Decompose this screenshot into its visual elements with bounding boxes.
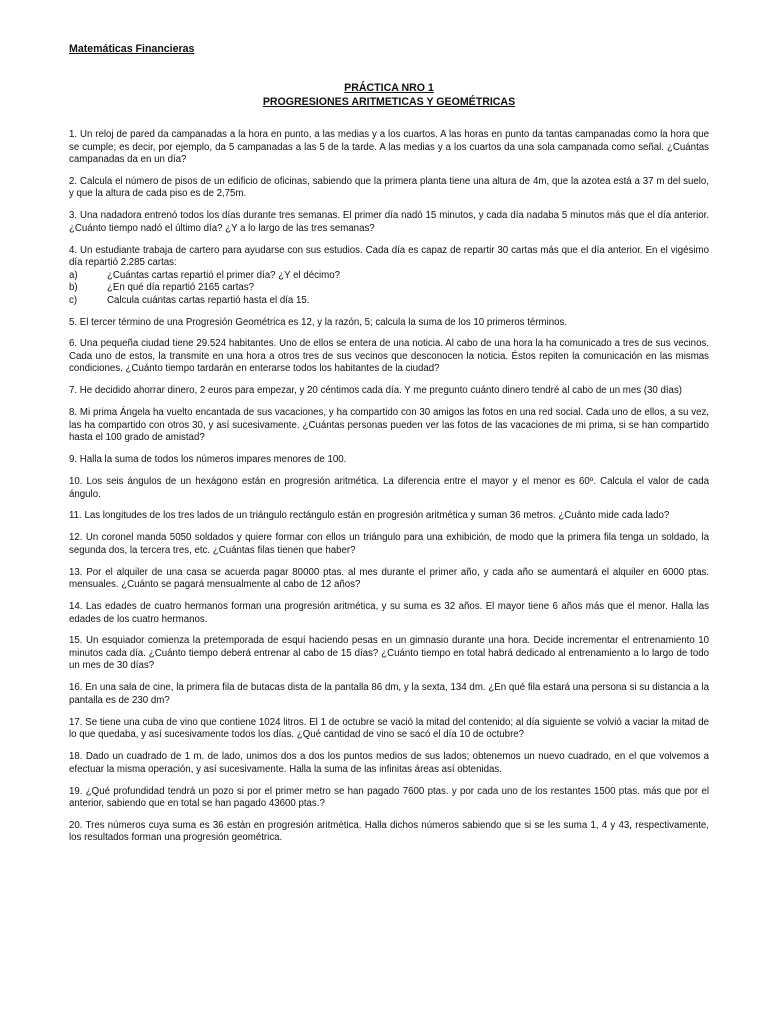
problem-6: 6. Una pequeña ciudad tiene 29.524 habitantes. Uno de ellos se entera de una noticia. Al cabo de una hora la ha comunicado a tres de sus vecinos. Cada uno de estos, la transmite en una hora a otros tres de sus vecinos que desconocen la noticia. Éstos repiten la comunicación en las mismas condiciones. ¿Cuánto tiempo tardarán en enterarse todos los habitantes de la ciudad? [69,338,709,375]
problem-13: 13. Por el alquiler de una casa se acuerda pagar 80000 ptas. al mes durante el primer año, y cada año se aumentará el alquiler en 6000 ptas. mensuales. ¿Cuánto se pagará mensualmente al cabo de 12 años? [69,566,709,591]
subitem-text: ¿En qué día repartió 2165 cartas? [107,282,255,294]
problem-12: 12. Un coronel manda 5050 soldados y quiere formar con ellos un triángulo para una exhibición, de modo que la primera fila tenga un soldado, la segunda dos, la tercera tres, etc. ¿Cuántas filas tienen que haber? [69,532,709,556]
problem-1: 1. Un reloj de pared da campanadas a la hora en punto, a las medias y a los cuartos. A las horas en punto da tantas campanadas como la hora que se cumple; es decir, por ejemplo, da 5 campanadas a las 5 de la tarde. A las medias y a los cuartos da una sola campanada como señal. ¿Cuántas campanadas da en un día? [69,129,709,165]
problem-8: 8. Mi prima Ángela ha vuelto encantada de sus vacaciones, y ha compartido con 30 amigos las fotos en una red social. Cada uno de ellos, a su vez, las ha compartido con otros 30, y así sucesivamente. ¿Cuántas personas pueden ver las fotos de las vacaciones de mi prima, si se han compartido hasta el 100 grado de amistad? [69,407,709,444]
subitem-text: ¿Cuántas cartas repartió el primer día? ¿Y el décimo? [107,269,340,281]
subitem-letter: a) [69,269,78,281]
title-line-2: PROGRESIONES ARITMETICAS Y GEOMÉTRICAS [262,95,516,108]
problem-4-subitem-c [69,295,709,308]
problem-7: 7. He decidido ahorrar dinero, 2 euros para empezar, y 20 céntimos cada día. Y me pregunto cuánto dinero tendré al cabo de un mes (30 días) [69,385,683,397]
problem-5: 5. El tercer término de una Progresión Geométrica es 12, y la razón, 5; calcula la suma de los 10 primeros términos. [69,316,568,328]
problem-4-statement: 4. Un estudiante trabaja de cartero para ayudarse con sus estudios. Cada día es capaz de repartir 30 cartas más que el día anterior. En el vigésimo día repartió 2.285 cartas: [69,244,709,269]
problem-9: 9. Halla la suma de todos los números impares menores de 100. [69,454,347,466]
problem-18: 18. Dado un cuadrado de 1 m. de lado, unimos dos a dos los puntos medios de sus lados; obtenemos un nuevo cuadrado, en el que volvemos a efectuar la misma operación, y así sucesivamente. Halla la suma de las infinitas áreas así obtenidas. [69,751,709,775]
problem-10: 10. Los seis ángulos de un hexágono están en progresión aritmética. La diferencia entre el mayor y el menor es 60º. Calcula el valor de cada ángulo. [69,476,709,500]
problem-20: 20. Tres números cuya suma es 36 están en progresión aritmética. Halla dichos números sabiendo que si se les suma 1, 4 y 43, respectivamente, los resultados forman una progresión geométrica. [69,819,709,844]
title-line-1: PRÁCTICA NRO 1 [344,82,434,94]
problem-4-subitems [69,270,709,308]
problem-3: 3. Una nadadora entrenó todos los días durante tres semanas. El primer día nadó 15 minutos, y cada día nadaba 5 minutos más que el día anterior. ¿Cuánto tiempo nadó el último día? ¿Y a lo largo de las tres semanas? [69,210,709,234]
problem-11: 11. Las longitudes de los tres lados de un triángulo rectángulo están en progresión aritmética y suman 36 metros. ¿Cuánto mide cada lado? [69,510,670,522]
problem-14: 14. Las edades de cuatro hermanos forman una progresión aritmética, y su suma es 32 años. El mayor tiene 6 años más que el menor. Halla las edades de los cuatro hermanos. [69,601,709,625]
problem-16: 16. En una sala de cine, la primera fila de butacas dista de la pantalla 86 dm, y la sexta, 134 dm. ¿En qué fila estará una persona si su distancia a la pantalla es de 230 dm? [69,682,709,706]
subject-heading: Matemáticas Financieras [69,43,195,55]
title-block [69,82,709,109]
problem-15: 15. Un esquiador comienza la pretemporada de esquí haciendo pesas en un gimnasio durante una hora. Decide incrementar el entrenamiento 10 minutos cada día. ¿Cuánto tiempo deberá entrenar al cabo de 15 días? ¿Cuánto tiempo en total habrá dedicado al entrenamiento a lo largo de todo un mes de 30 días? [69,635,709,672]
problem-17: 17. Se tiene una cuba de vino que contiene 1024 litros. El 1 de octubre se vació la mitad del contenido; al día siguiente se volvió a vaciar la mitad de lo que quedaba, y así sucesivamente todos los días. ¿Qué cantidad de vino se sacó el día 10 de octubre? [69,716,709,741]
problem-4-subitem-a [69,270,709,283]
problem-2: 2. Calcula el número de pisos de un edificio de oficinas, sabiendo que la primera planta tiene una altura de 4m, que la azotea está a 37 m del suelo, y que la altura de cada piso es de 2,75m. [69,175,709,200]
subitem-letter: b) [69,282,78,294]
subitem-letter: c) [69,294,78,306]
subitem-text: Calcula cuántas cartas repartió hasta el día 15. [107,294,310,306]
problem-4 [69,245,709,308]
problem-4-subitem-b [69,282,709,295]
problem-list [69,129,709,845]
problem-19: 19. ¿Qué profundidad tendrá un pozo si por el primer metro se han pagado 7600 ptas. y por cada uno de los restantes 1500 ptas. más que por el anterior, sabiendo que en total se han pagado 43600 ptas.? [69,785,709,810]
